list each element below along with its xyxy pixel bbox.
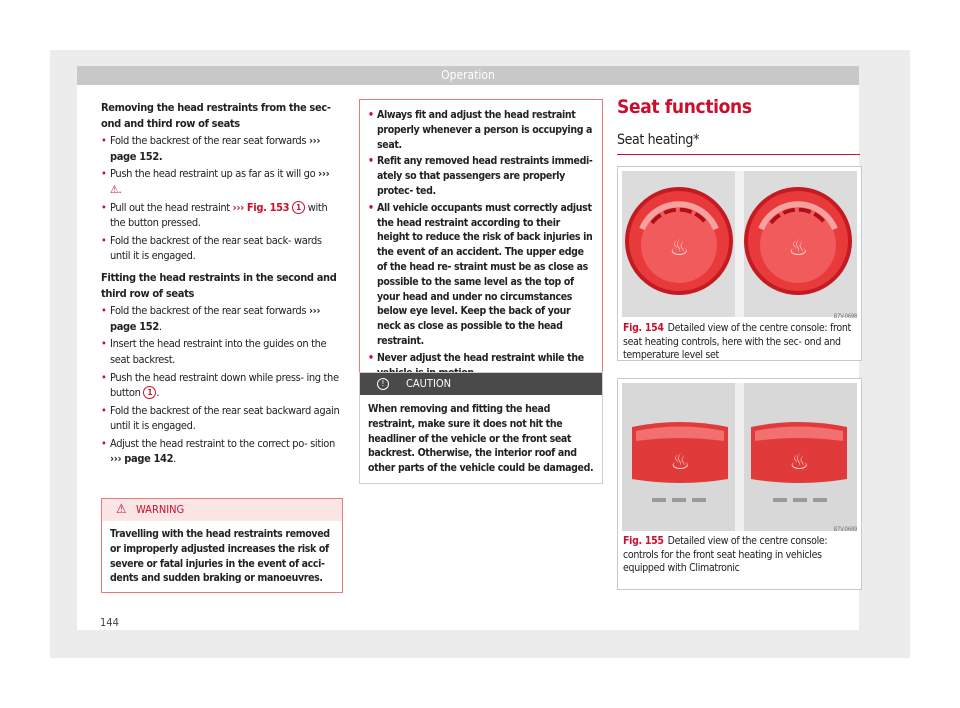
figure-code: B7V-0699 bbox=[833, 526, 857, 533]
section-subtitle: Seat heating* bbox=[617, 133, 860, 155]
manual-page bbox=[77, 66, 859, 630]
figure-155 bbox=[617, 378, 862, 590]
list-item: • Refit any removed head restraints immedi- ately so that passengers are properly protec- ted. bbox=[368, 155, 593, 197]
column-right bbox=[617, 96, 860, 620]
figure-caption: Fig. 154 Detailed view of the centre console: front seat heating controls, here with the sec- ond and temperature level set bbox=[623, 322, 851, 361]
list-item: • Always fit and adjust the head restraint properly whenever a person is occupying a seat. bbox=[368, 109, 593, 151]
warning-link[interactable]: ››› bbox=[318, 167, 330, 181]
figure-154 bbox=[617, 166, 862, 361]
warning-triangle-icon: ⚠ bbox=[116, 502, 127, 517]
figure-link[interactable]: ››› Fig. 153 bbox=[232, 200, 290, 214]
warning-title: WARNING bbox=[136, 503, 185, 516]
list-item: • Insert the head restraint into the guides on the seat backrest. bbox=[101, 337, 327, 366]
list-item: • Adjust the head restraint to the correct po- sition ››› page 142. bbox=[101, 436, 335, 466]
list-item: • Pull out the head restraint ››› Fig. 153 1 with the button pressed. bbox=[101, 200, 328, 230]
list-item: • Fold the backrest of the rear seat backward again until it is engaged. bbox=[101, 403, 340, 433]
figure-code: B7V-0698 bbox=[833, 313, 857, 320]
seat-heating-dial-right bbox=[744, 187, 852, 295]
caution-header bbox=[360, 373, 602, 395]
list-item: • Fold the backrest of the rear seat forwards ››› page 152. bbox=[101, 304, 321, 333]
warning-header bbox=[102, 499, 342, 521]
warning-continued-box bbox=[359, 99, 603, 387]
list-item: • Never adjust the head restraint while the bbox=[368, 351, 584, 364]
warning-triangle-icon: ⚠ bbox=[110, 182, 119, 196]
page-link[interactable]: ››› page 142 bbox=[110, 452, 174, 466]
callout-number: 1 bbox=[143, 386, 156, 399]
heading-fitting: Fitting the head restraints in the second and third row of seats bbox=[101, 270, 337, 300]
info-circle-icon: ! bbox=[377, 378, 389, 390]
svg-text:♨: ♨ bbox=[789, 450, 809, 475]
list-item: • Push the head restraint down while press- ing the button 1 . bbox=[101, 370, 339, 400]
column-left bbox=[101, 100, 341, 467]
climatronic-buttons-image bbox=[622, 383, 857, 531]
caution-box bbox=[359, 372, 603, 484]
caution-title: CAUTION bbox=[406, 377, 452, 390]
list-item: • Fold the backrest of the rear seat forwards ››› page 152. bbox=[101, 134, 321, 163]
list-item: • All vehicle occupants must correctly adjust the head restraint according to their height to reduce the risk of back injuries in the event of an accident. The upper edge of the head re- straint must be as close as possible to the same level as the top of your head and under no circumstances below eye level. Keep the back of your neck as close as possible to the head restraint. bbox=[368, 201, 593, 347]
seat-heating-dial-left bbox=[625, 187, 733, 295]
page-number: 144 bbox=[100, 616, 119, 629]
warning-box bbox=[101, 498, 343, 593]
heading-removing: Removing the head restraints from the sec- ond and third row of seats bbox=[101, 101, 331, 130]
callout-number: 1 bbox=[292, 201, 305, 214]
section-header: Operation bbox=[77, 66, 859, 85]
page-link[interactable]: ››› page 152. bbox=[110, 134, 321, 163]
warning-text: Travelling with the head restraints removed or improperly adjusted increases the risk of severe or fatal injuries in the event of acci- dents and sudden braking or manoeuvres. bbox=[110, 528, 330, 585]
page-title: Seat functions bbox=[617, 96, 752, 118]
seat-heating-dials-image bbox=[622, 171, 857, 317]
svg-text:♨: ♨ bbox=[669, 236, 689, 261]
list-item: • Fold the backrest of the rear seat back- wards until it is engaged. bbox=[101, 233, 322, 263]
caution-text: When removing and fitting the head restraint, make sure it does not hit the headliner of the vehicle or the front seat backrest. Otherwise, the interior roof and other parts of the vehicle could be damaged. bbox=[368, 403, 594, 475]
svg-text:♨: ♨ bbox=[788, 236, 808, 261]
figure-caption: Fig. 155 Detailed view of the centre console: controls for the front seat heating in vehicles equipped with Climatronic bbox=[623, 535, 828, 574]
page-link[interactable]: ››› page 152 bbox=[110, 304, 321, 333]
list-item: • Push the head restraint up as far as it will go ››› ⚠. bbox=[101, 167, 330, 196]
svg-text:♨: ♨ bbox=[670, 450, 690, 475]
